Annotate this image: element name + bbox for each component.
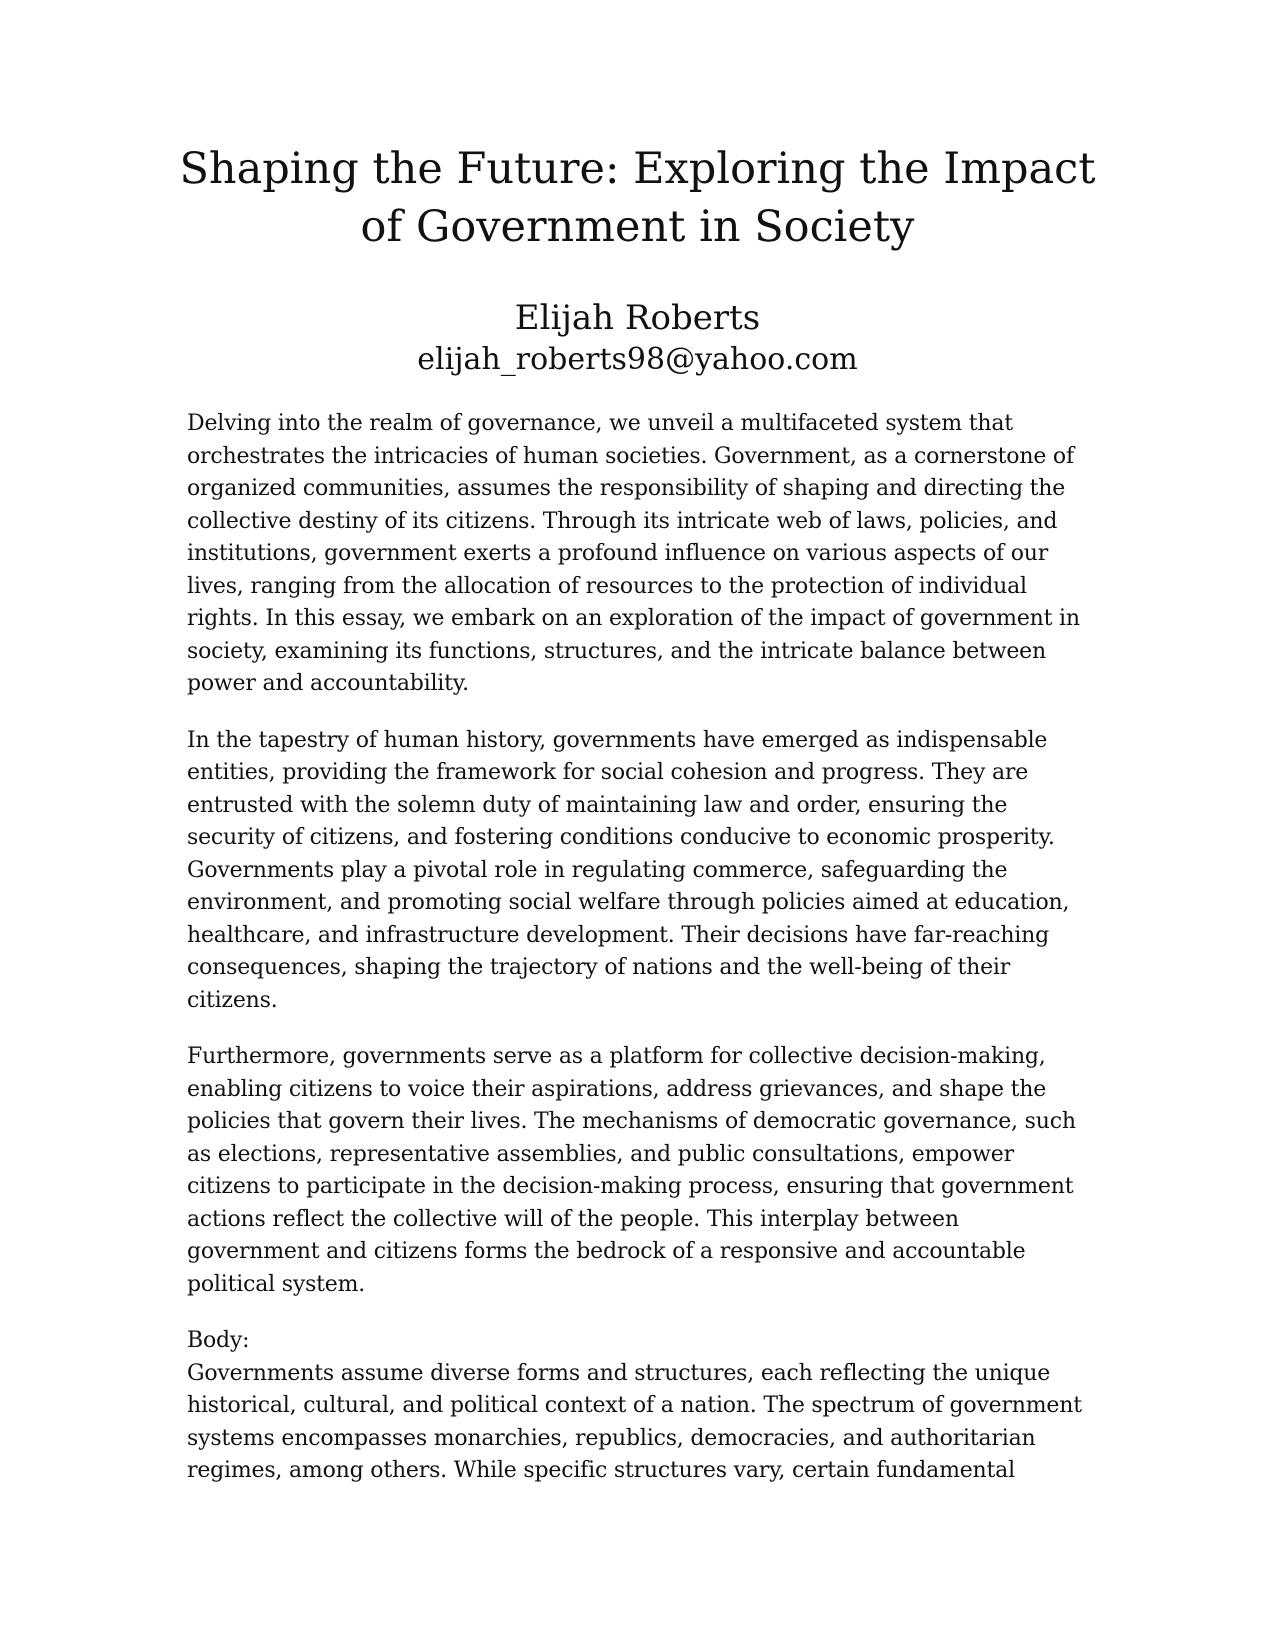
paragraph-body: Governments assume diverse forms and structures, each reflecting the unique historical, cultural, and political context of a nation. The spectrum of government systems encompasses monarchies, republics, democracies, and authoritarian regimes, among others. While specific structures vary, certain fundamental	[187, 1360, 1082, 1483]
section-label-body: Body:	[187, 1328, 250, 1353]
paragraph-history: In the tapestry of human history, governments have emerged as indispensable entities, providing the framework for social cohesion and progress. They are entrusted with the solemn duty of maintaining law and order, ensuring the security of citizens, and fostering conditions conducive to economic prosperity. Governments play a pivotal role in regulating commerce, safeguarding the environment, and promoting social welfare through policies aimed at education, healthcare, and infrastructure development. Their decisions have far-reaching consequences, shaping the trajectory of nations and the well-being of their citizens.	[187, 727, 1070, 1013]
paragraph-decision-making: Furthermore, governments serve as a platform for collective decision-making, enabling citizens to voice their aspirations, address grievances, and shape the policies that govern their lives. The mechanisms of democratic governance, such as elections, representative assemblies, and public consultations, empower citizens to participate in the decision-making process, ensuring that government actions reflect the collective will of the people. This interplay between government and citizens forms the bedrock of a responsive and accountable political system.	[187, 1044, 1076, 1297]
author-name: Elijah Roberts	[514, 298, 761, 338]
author-email: elijah_roberts98@yahoo.com	[417, 342, 858, 377]
paragraph-intro: Delving into the realm of governance, we unveil a multifaceted system that orchestrates the intricacies of human societies. Government, as a cornerstone of organized communities, assumes the responsibility of shaping and directing the collective destiny of its citizens. Through its intricate web of laws, policies, and institutions, government exerts a profound influence on various aspects of our lives, ranging from the allocation of resources to the protection of individual rights. In this essay, we embark on an exploration of the impact of government in society, examining its functions, structures, and the intricate balance between power and accountability.	[187, 411, 1080, 696]
document-body	[187, 408, 1087, 1512]
document-title: Shaping the Future: Exploring the Impact of Government in Society	[179, 144, 1096, 252]
